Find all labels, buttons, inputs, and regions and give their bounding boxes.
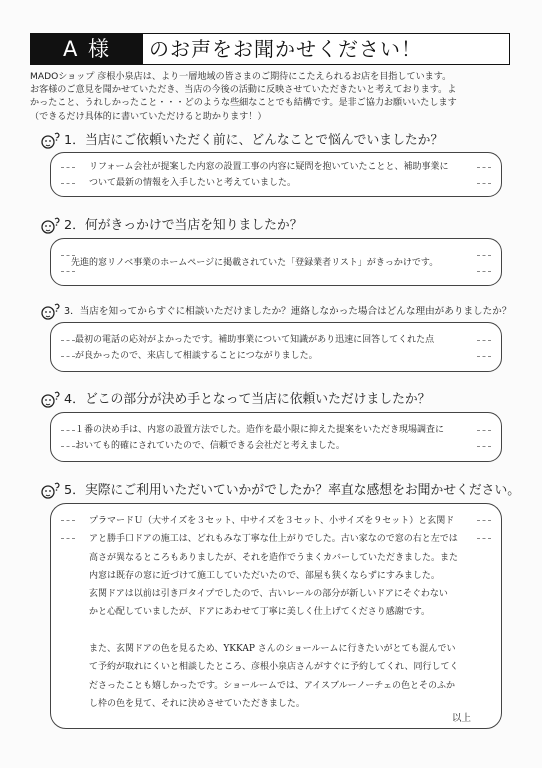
person-thinking-icon <box>40 481 62 501</box>
answer-box-3 <box>50 322 502 372</box>
answer-box-5 <box>50 503 502 729</box>
question-4-label: 4．どこの部分が決め手となって当店に依頼いただけましたか？ <box>64 392 431 407</box>
page-title: のお声をお聞かせください！ <box>149 37 422 61</box>
answer-5-text: プラマードＵ（大サイズを３セット、中サイズを３セット、小サイズを９セット）と玄関ド アと勝手口ドアの施工は、どれもみな丁寧な仕上がりでした。古い家なので窓の右と左では 高さが異なるところもありましたが、それを造作でうまくカバーしていただきました。また 内窓は既存の窓に近づけて施工していただいたので、部屋も狭くならずにすみました。 玄関ドアは以前は引き戸タイプでしたので、古いレールの部分が新しいドアにそぐわない かと心配していましたが、ドアにあわせて丁寧に美しく仕上げてくださり感謝です。 また、玄関ドアの色を見るため、YKKAP さんのショールームに行きたいがとても混んでい て予約が取れにくいと相談したところ、彦根小泉店さんがすぐに予約してくれ、同行してく ださったことも嬉しかったです。ショールームでは、アイスブルーノーチェの色とそのふか し枠の色を見て、それに決めさせていただきました。 <box>89 516 459 709</box>
answer-3-text: 最初の電話の応対がよかったです。補助事業について知識があり迅速に回答してくれた点 が良かったので、来店して相談することにつながりました。 <box>75 335 435 361</box>
question-3-label: 3．当店を知ってからすぐに相談いただけましたか？連絡しなかった場合はどんな理由がありましたか？ <box>64 306 512 317</box>
question-5-label: 5．実際にご利用いただいていかがでしたか？率直な感想をお聞かせください。 <box>64 483 521 498</box>
answer-1-text: リフォーム会社が提案した内窓の設置工事の内容に疑問を抱いていたことと、補助事業に ついて最新の情報を入手したいと考えていました。 <box>89 162 449 188</box>
person-thinking-icon <box>40 216 62 236</box>
person-thinking-icon <box>40 390 62 410</box>
closing-text: 以上 <box>452 713 472 724</box>
page-header <box>30 33 510 65</box>
customer-name: A 様 <box>31 34 143 64</box>
answer-box-4 <box>50 412 502 462</box>
answer-4-text: １番の決め手は、内窓の設置方法でした。造作を最小限に抑えた提案をいただき現場調査に おいても的確にされていたので、信頼できる会社だと考えました。 <box>75 425 445 451</box>
answer-box-1 <box>50 152 502 197</box>
question-2-label: 2．何がきっかけで当店を知りましたか？ <box>64 218 303 233</box>
intro-text: MADOショップ 彦根小泉店は、より一層地域の皆さまのご期待にこたえられるお店を目指しています。 お客様のご意見を聞かせていただき、当店の今後の活動に反映させていただきたいと考えております。よ かったこと、うれしかったこと・・・どのような些細なことでも結構です。是非ご協力お願いいたします （できるだけ具体的に書いていただけると助かります！） <box>30 72 457 122</box>
question-1-label: 1．当店にご依頼いただく前に、どんなことで悩んでいましたか？ <box>64 133 444 148</box>
person-thinking-icon <box>40 131 62 151</box>
person-thinking-icon <box>40 302 62 322</box>
answer-box-2 <box>50 238 502 286</box>
answer-2-text: 先進的窓リノベ事業のホームページに掲載されていた「登録業者リスト」がきっかけです。 <box>71 258 439 268</box>
